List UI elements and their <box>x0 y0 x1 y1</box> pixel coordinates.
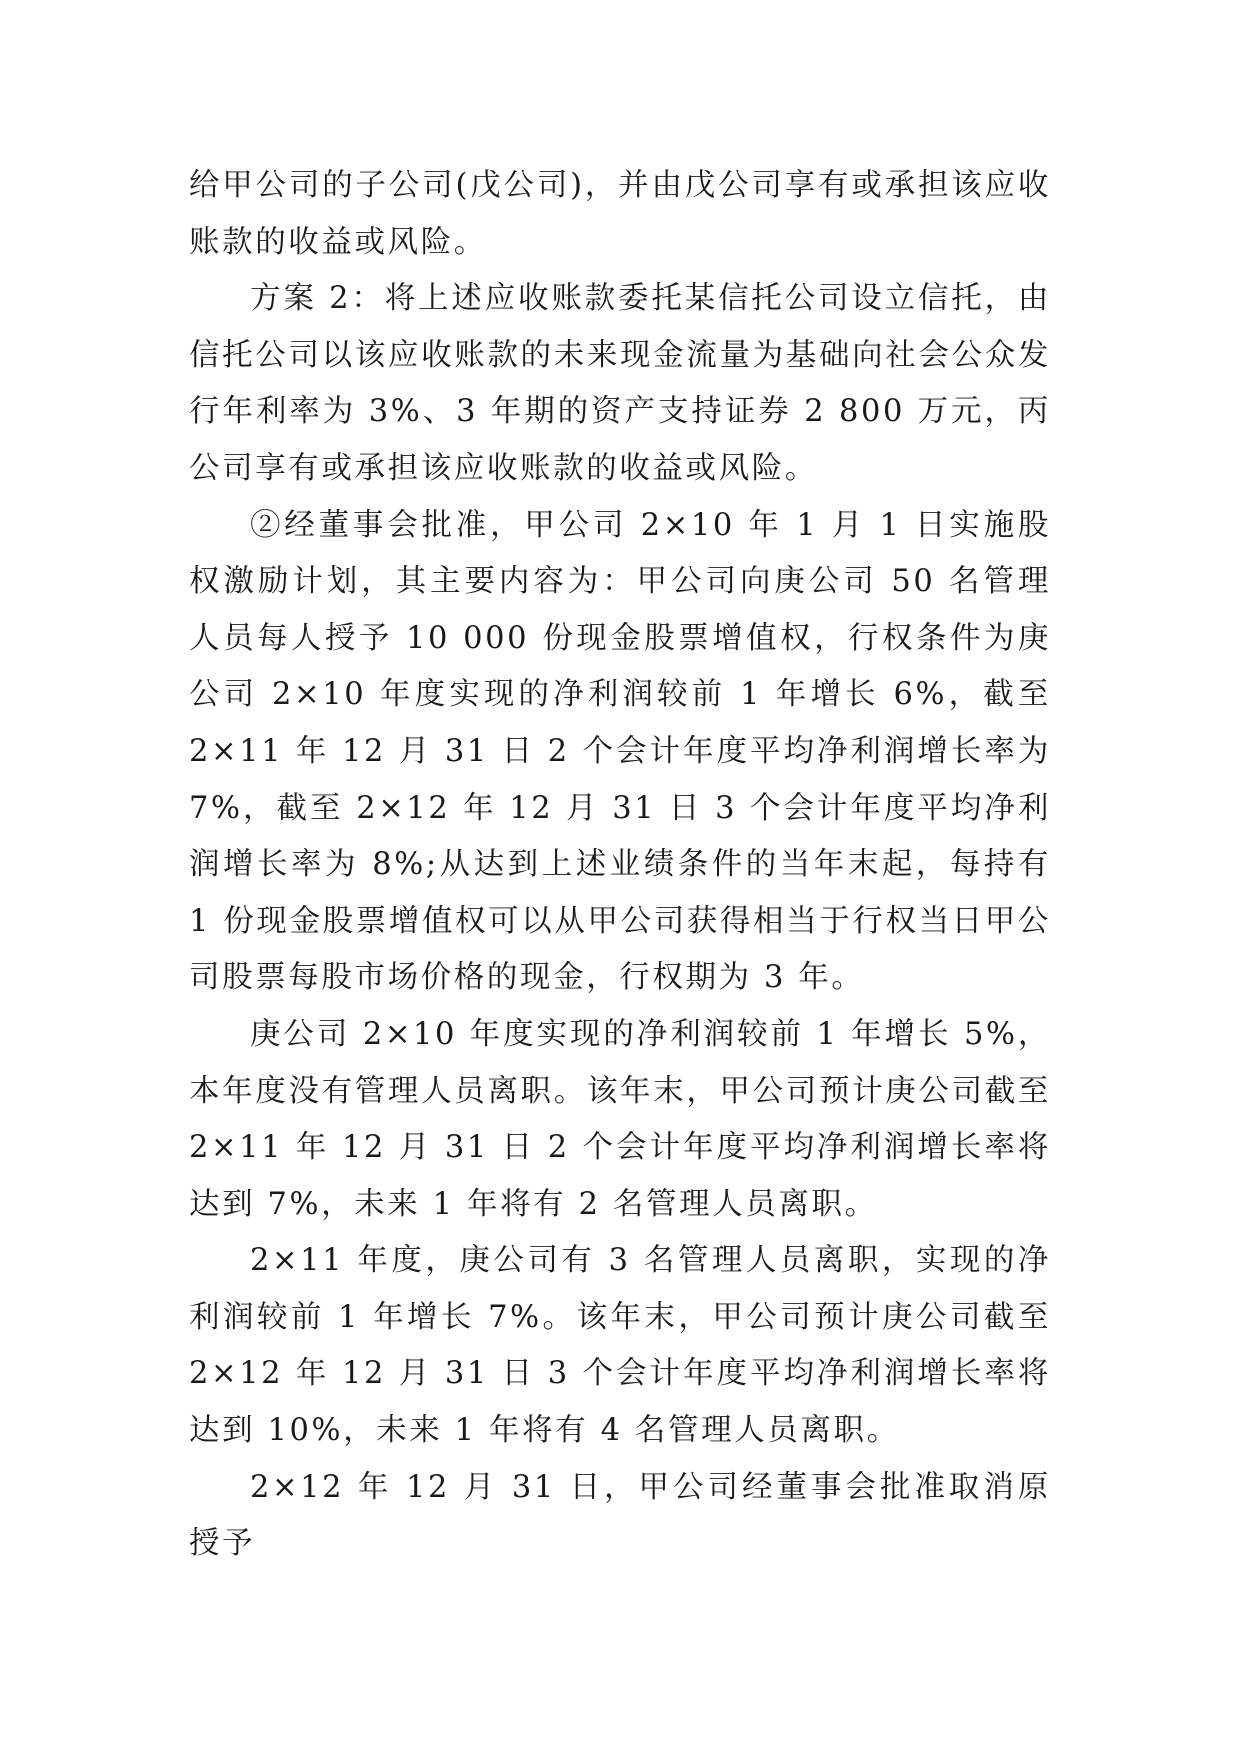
paragraph: 庚公司 2×10 年度实现的净利润较前 1 年增长 5%，本年度没有管理人员离职。该年末，甲公司预计庚公司截至 2×11 年 12 月 31 日 2 个会计年度平均净利润增长率将达到 7%，未来 1 年将有 2 名管理人员离职。 <box>189 1016 1051 1222</box>
paragraph: 方案 2：将上述应收账款委托某信托公司设立信托，由信托公司以该应收账款的未来现金流量为基础向社会公众发行年利率为 3%、3 年期的资产支持证券 2 800 万元，丙公司享有或承担该应收账款的收益或风险。 <box>189 281 1051 486</box>
paragraph: ②经董事会批准，甲公司 2×10 年 1 月 1 日实施股权激励计划，其主要内容为：甲公司向庚公司 50 名管理人员每人授予 10 000 份现金股票增值权，行权条件为庚公司 2×10 年度实现的净利润较前 1 年增长 6%，截至 2×11 年 12 月 31 日 2 个会计年度平均净利润增长率为 7%，截至 2×12 年 12 月 31 日 3 个会计年度平均净利润增长率为 8%;从达到上述业绩条件的当年末起，每持有 1 份现金股票增值权可以从甲公司获得相当于行权当日甲公司股票每股市场价格的现金，行权期为 3 年。 <box>189 507 1051 996</box>
paragraph: 给甲公司的子公司(戊公司)，并由戊公司享有或承担该应收账款的收益或风险。 <box>189 168 1051 260</box>
document-body <box>189 158 1051 1573</box>
paragraph: 2×12 年 12 月 31 日，甲公司经董事会批准取消原授予 <box>189 1469 1051 1562</box>
paragraph: 2×11 年度，庚公司有 3 名管理人员离职，实现的净利润较前 1 年增长 7%。该年末，甲公司预计庚公司截至 2×12 年 12 月 31 日 3 个会计年度平均净利润增长率将达到 10%，未来 1 年将有 4 名管理人员离职。 <box>189 1243 1051 1449</box>
